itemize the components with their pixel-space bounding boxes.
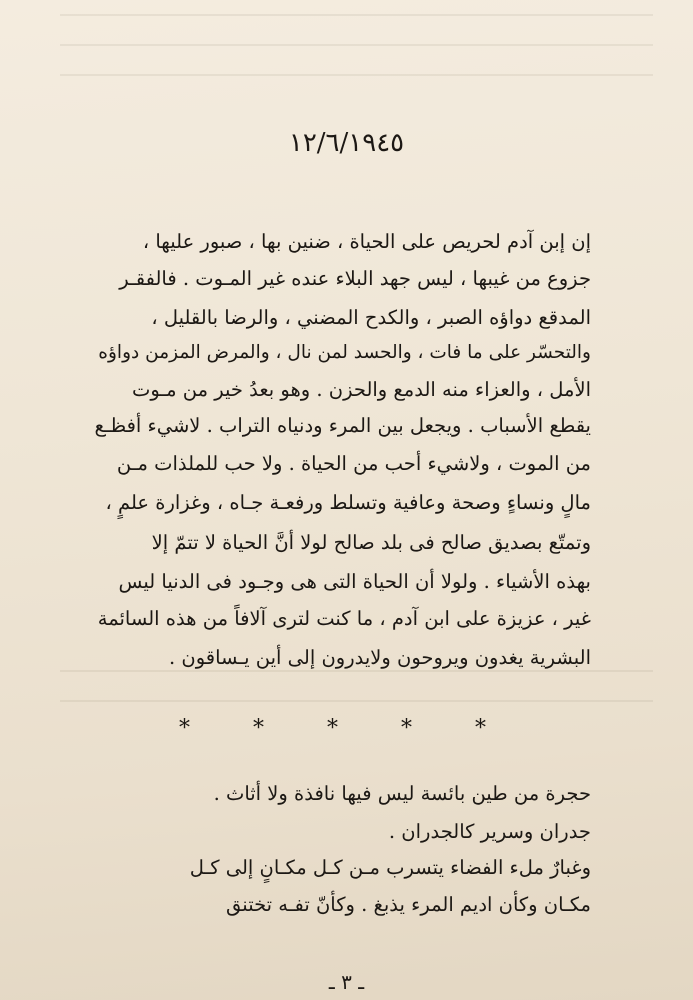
verse-block [101, 0, 591, 916]
page-number: ـ ٣ ـ [328, 970, 365, 994]
paragraph-line: جزوع من غيبها ، ليس جهد البلاء عنده غير المـوت . فالفقـر [119, 267, 591, 290]
paragraph-line: يقطع الأسباب . ويجعل بين المرء ودنياه التراب . لاشيء أفظـع [94, 414, 591, 437]
verse-line: جدران وسرير كالجدران . [388, 820, 591, 843]
verse-line: وغبارٌ ملء الفضاء يتسرب مـن كـل مكـانٍ إلى كـل [189, 856, 591, 879]
section-separator: * * * * * [179, 716, 514, 741]
paragraph-line: من الموت ، ولاشيء أحب من الحياة . ولا حب للملذات مـن [116, 452, 591, 475]
entry-date: ١٢/٦/١٩٤٥ [288, 128, 405, 158]
paragraph-line: غير ، عزيزة على ابن آدم ، ما كنت لترى آلافاً من هذه السائمة [97, 607, 591, 630]
paragraph-line: المدقع دواؤه الصبر ، والكدح المضني ، والرضا بالقليل ، [151, 306, 591, 329]
paragraph-line: بهذه الأشياء . ولولا أن الحياة التى هى وجـود فى الدنيا ليس [118, 570, 591, 593]
verse-line: حجرة من طين بائسة ليس فيها نافذة ولا أثاث . [213, 782, 591, 805]
bleed-through-line [60, 700, 653, 702]
paragraph-line: إن إبن آدم لحريص على الحياة ، ضنين بها ، صبور عليها ، [142, 230, 591, 253]
paragraph-line: مالٍ ونساءٍ وصحة وعافية وتسلط ورفعـة جـاه ، وغزارة علمٍ ، [105, 491, 591, 514]
paragraph-line: وتمتّع بصديق صالح فى بلد صالح لولا أنَّ الحياة لا تتمّ إلا [151, 531, 591, 554]
verse-line: مكـان وكأن اديم المرء يذبغ . وكأنّ تفـه تختنق [226, 893, 591, 916]
paragraph-line: البشرية يغدون ويروحون ولايدرون إلى أين يـساقون . [169, 646, 591, 669]
paragraph-line: الأمل ، والعزاء منه الدمع والحزن . وهو بعدُ خير من مـوت [131, 378, 591, 401]
paragraph-line: والتحسّر على ما فات ، والحسد لمن نال ، والمرض المزمن دواؤه [98, 342, 591, 363]
